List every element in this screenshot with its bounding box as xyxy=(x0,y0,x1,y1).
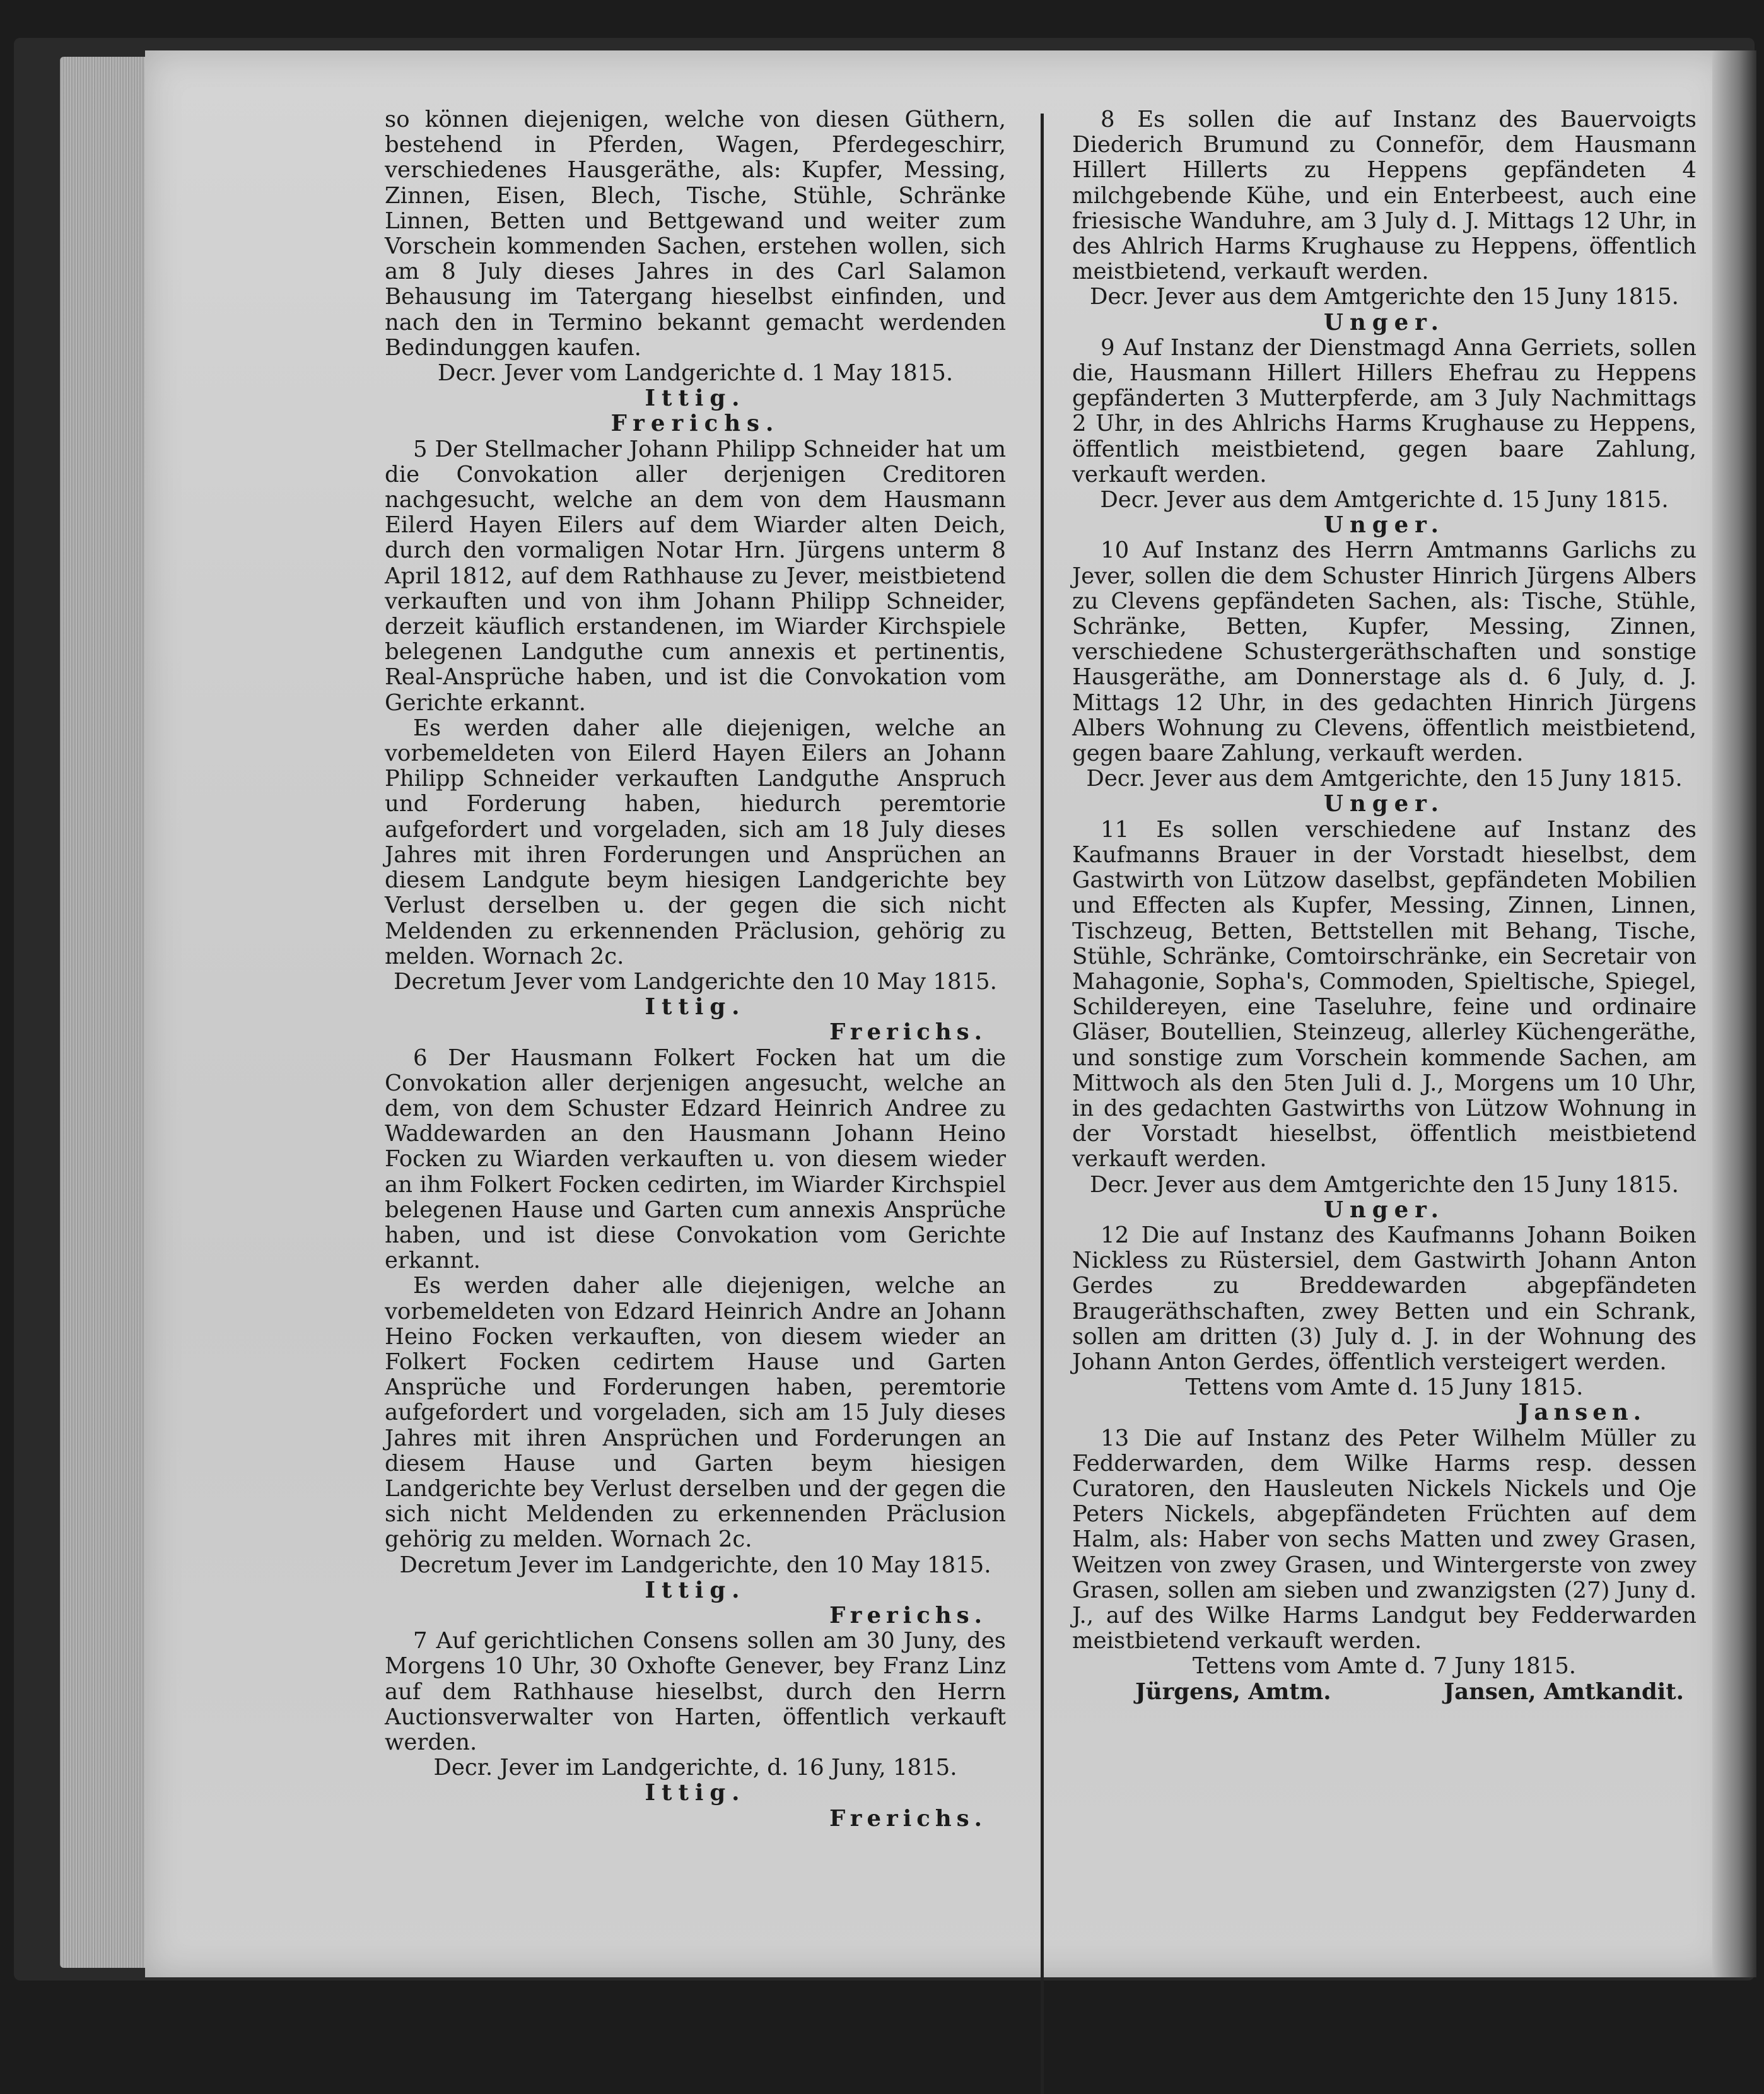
notice-8-signature: Unger. xyxy=(1324,309,1445,336)
notice-8-text: 8 Es sollen die auf Instanz des Bauervoigts Diederich Brumund zu Connefōr, dem Hausmann Hillert Hillerts zu Heppens gepfändeten 4 milchgebende Kühe, und ein Enterbeest, auch eine friesische Wanduhre, am 3 July d. J. Mittags 12 Uhr, in des Ahlrich Harms Krughause zu Heppens, öffentlich meistbietend, verkauft werden. xyxy=(1072,107,1697,285)
notice-9-date: Decr. Jever aus dem Amtgerichte d. 15 Juny 1815. xyxy=(1100,487,1669,513)
notice-4-continuation: so können diejenigen, welche von diesen Güthern, bestehend in Pferden, Wagen, Pferdegeschirr, verschiedenes Hausgeräthe, als: Kupfer, Messing, Zinnen, Eisen, Blech, Tische, Stühle, Schränke Linnen, Betten und Bettgewand und weiter zum Vorschein kommenden Sachen, erstehen wollen, sich am 8 July dieses Jahres in des Carl Salamon Behausung im Tatergang hieselbst einfinden, und nach den in Termino bekannt gemacht werdenden Bedindunggen kaufen. xyxy=(385,107,1006,361)
notice-6-date: Decretum Jever im Landgerichte, den 10 May 1815. xyxy=(399,1552,991,1578)
notice-4-signature-2: Frerichs. xyxy=(610,411,780,437)
notice-6-signature-1: Ittig. xyxy=(645,1577,746,1603)
notice-5-signature-1: Ittig. xyxy=(645,994,746,1021)
notice-10-text: 10 Auf Instanz des Herrn Amtmanns Garlichs zu Jever, sollen die dem Schuster Hinrich Jürgens Albers zu Clevens gepfändeten Sachen, als: Tische, Stühle, Schränke, Betten, Kupfer, Messing, Zinnen, verschiedene Schustergeräthschaften und sonstige Hausgeräthe, am Donnerstage als d. 6 July, d. J. Mittags 12 Uhr, in des gedachten Hinrich Jürgens Albers Wohnung zu Clevens, öffentlich meistbietend, gegen baare Zahlung, verkauft werden. xyxy=(1072,537,1697,767)
footer-signature-2: Jansen, Amtkandit. xyxy=(1444,1678,1684,1705)
notice-13-text: 13 Die auf Instanz des Peter Wilhelm Müller zu Fedderwarden, dem Wilke Harms resp. dessen Curatoren, den Hausleuten Nickels Nickels und Oje Peters Nickels, abgepfändeten Früchten auf dem Halm, als: Haber von sechs Matten und zwey Grasen, Weitzen von zwey Grasen, und Wintergerste von zwey Grasen, sollen am sieben und zwanzigsten (27) Juny d. J., auf des Wilke Harms Landgut bey Fedderwarden meistbietend verkauft werden. xyxy=(1072,1425,1697,1654)
notice-9-signature: Unger. xyxy=(1324,512,1445,539)
notice-7-signature-1: Ittig. xyxy=(645,1780,746,1806)
notice-8-date: Decr. Jever aus dem Amtgerichte den 15 Juny 1815. xyxy=(1090,284,1679,310)
notice-10-date: Decr. Jever aus dem Amtgerichte, den 15 Juny 1815. xyxy=(1086,766,1683,792)
right-column xyxy=(1072,107,1697,1705)
page-right-edge xyxy=(1712,50,1756,1977)
notice-10-signature: Unger. xyxy=(1324,791,1445,817)
notice-5-text-2: Es werden daher alle diejenigen, welche an vorbemeldeten von Eilerd Hayen Eilers an Johann Philipp Schneider verkauften Landguthe Anspruch und Forderung haben, hiedurch peremtorie aufgefordert und vorgeladen, sich am 18 July dieses Jahres mit ihren Forderungen und Ansprüchen an diesem Landgute beym hiesigen Landgerichte bey Verlust derselben u. der gegen die sich nicht Meldenden zu erkennenden Präclusion, gehörig zu melden. Wornach 2c. xyxy=(385,715,1006,969)
notice-11-signature: Unger. xyxy=(1324,1196,1445,1223)
notice-7-signature-2: Frerichs. xyxy=(829,1805,987,1832)
footer-signature-1: Jürgens, Amtm. xyxy=(1135,1678,1331,1705)
notice-7-date: Decr. Jever im Landgerichte, d. 16 Juny, 1815. xyxy=(433,1755,957,1781)
notice-12-text: 12 Die auf Instanz des Kaufmanns Johann Boiken Nickless zu Rüstersiel, dem Gastwirth Johann Anton Gerdes zu Breddewarden abgepfändeten Braugeräthschaften, zwey Betten und ein Schrank, sollen am dritten (3) July d. J. in der Wohnung des Johann Anton Gerdes, öffentlich versteigert werden. xyxy=(1072,1222,1697,1375)
notice-13-date: Tettens vom Amte d. 7 Juny 1815. xyxy=(1192,1653,1577,1680)
notice-6-text-2: Es werden daher alle diejenigen, welche an vorbemeldeten von Edzard Heinrich Andre an Johann Heino Focken verkauften, von diesem wieder an Folkert Focken cedirtem Hause und Garten Ansprüche und Forderungen haben, peremtorie aufgefordert und vorgeladen, sich am 15 July dieses Jahres mit ihren Ansprüchen und Forderungen an diesem Hause und Garten beym hiesigen Landgerichte bey Verlust derselben und der gegen die sich nicht Meldenden zu erkennenden Präclusion gehörig zu melden. Wornach 2c. xyxy=(385,1273,1006,1553)
notice-6-signature-2: Frerichs. xyxy=(829,1602,987,1629)
page-edges xyxy=(60,57,155,1968)
notice-11-date: Decr. Jever aus dem Amtgerichte den 15 Juny 1815. xyxy=(1090,1171,1679,1198)
notice-5-date: Decretum Jever vom Landgerichte den 10 May 1815. xyxy=(394,968,997,995)
notice-11-text: 11 Es sollen verschiedene auf Instanz des Kaufmanns Brauer in der Vorstadt hieselbst, dem Gastwirth von Lützow daselbst, gepfändeten Mobilien und Effecten als Kupfer, Messing, Zinnen, Linnen, Tischzeug, Betten, Bettstellen mit Behang, Tische, Stühle, Schränke, Comtoirschränke, ein Secretair von Mahagonie, Sopha's, Commoden, Spieltische, Spiegel, Schildereyen, eine Taseluhre, feine und ordinaire Gläser, Boutellien, Steinzeug, allerley Küchengeräthe, und sonstige zum Vorschein kommende Sachen, am Mittwoch als den 5ten Juli d. J., Morgens um 10 Uhr, in des gedachten Gastwirths von Lützow Wohnung in der Vorstadt hieselbst, öffentlich meistbietend verkauft werden. xyxy=(1072,816,1697,1173)
notice-9-text: 9 Auf Instanz der Dienstmagd Anna Gerriets, sollen die, Hausmann Hillert Hillers Ehefrau zu Heppens gepfänderten 3 Mutterpferde, am 3 July Nachmittags 2 Uhr, in des Ahlrichs Harms Krughause zu Heppens, öffentlich meistbietend, gegen baare Zahlung, verkauft werden. xyxy=(1072,334,1697,488)
notice-12-date: Tettens vom Amte d. 15 Juny 1815. xyxy=(1185,1374,1584,1401)
left-column xyxy=(385,107,1006,1832)
notice-4-date: Decr. Jever vom Landgerichte d. 1 May 1815. xyxy=(437,360,954,387)
notice-6-text: 6 Der Hausmann Folkert Focken hat um die Convokation aller derjenigen angesucht, welche an dem, von dem Schuster Edzard Heinrich Andree zu Waddewarden an den Hausmann Johann Heino Focken zu Wiarden verkauften u. von diesem wieder an ihm Folkert Focken cedirten, im Wiarder Kirchspiel belegenen Hause und Garten cum annexis Ansprüche haben, und ist diese Convokation vom Gerichte erkannt. xyxy=(385,1044,1006,1274)
notice-12-signature: Jansen. xyxy=(1518,1400,1646,1426)
notice-5-text: 5 Der Stellmacher Johann Philipp Schneider hat um die Convokation aller derjenigen Creditoren nachgesucht, welche an dem von dem Hausmann Eilerd Hayen Eilers auf dem Wiarder alten Deich, durch den vormaligen Notar Hrn. Jürgens unterm 8 April 1812, auf dem Rathhause zu Jever, meistbietend verkauften und von ihm Johann Philipp Schneider, derzeit käuflich erstandenen, im Wiarder Kirchspiele belegenen Landguthe cum annexis et pertinentis, Real-Ansprüche haben, und ist die Convokation vom Gerichte erkannt. xyxy=(385,436,1006,716)
notice-7-text: 7 Auf gerichtlichen Consens sollen am 30 Juny, des Morgens 10 Uhr, 30 Oxhofte Genever, bey Franz Linz auf dem Rathhause hieselbst, durch den Herrn Auctionsverwalter von Harten, öffentlich verkauft werden. xyxy=(385,1628,1006,1755)
notice-5-signature-2: Frerichs. xyxy=(829,1019,987,1046)
footer-signatures xyxy=(1072,1680,1697,1705)
notice-4-signature-1: Ittig. xyxy=(645,385,746,412)
column-divider-rule xyxy=(1041,114,1044,2094)
